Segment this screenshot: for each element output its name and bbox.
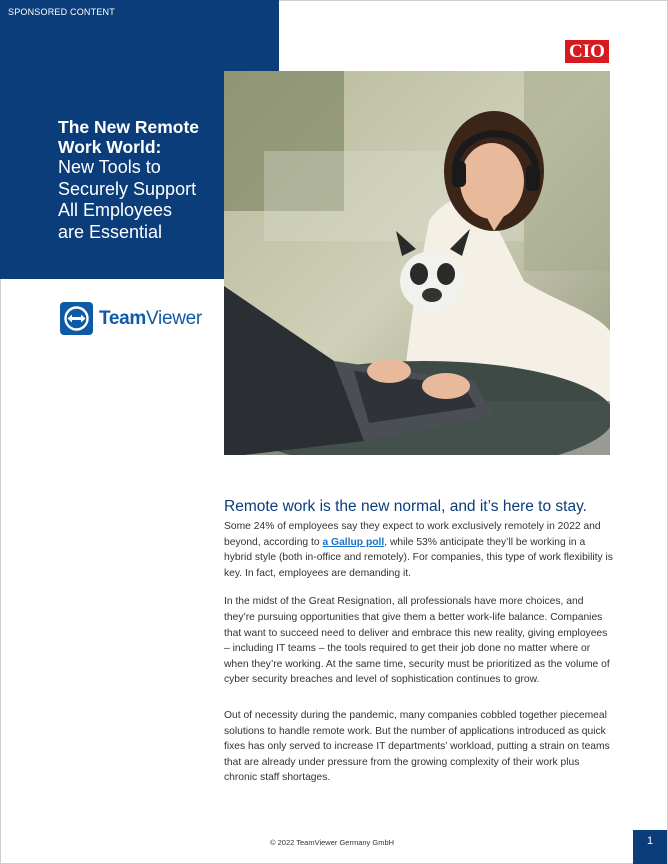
gallup-poll-link[interactable]: a Gallup poll	[322, 536, 385, 548]
headline-bold-line-1: The New Remote	[58, 117, 199, 137]
headline-subtitle-line-2: Securely Support	[58, 178, 197, 199]
paragraph-1-text-a: Some 24% of employees say they expect to work exclusively remotely in 2022 and beyond, according to	[224, 521, 601, 548]
headline-subtitle-line-3: All Employees	[58, 200, 173, 220]
headline-subtitle-line-1: New Tools to	[58, 157, 161, 177]
paragraph-3: Out of necessity during the pandemic, many companies cobbled together piecemeal solutions to handle remote work. But the number of applications introduced as quick fixes has only served to increase IT departments’ workload, putting a strain on teams that are already under pressure from the growing complexity of their work plus chronic staff shortages.	[224, 709, 610, 784]
teamviewer-wordmark	[99, 308, 202, 330]
hero-photo	[224, 71, 610, 455]
teamviewer-icon	[60, 302, 93, 335]
paragraph-1-text-b: , while 53% anticipate they’ll be working in a hybrid style (both in-office and remotely). For companies, this type of work flexibility is key. In fact, employees are demanding it.	[224, 536, 613, 579]
copyright-footer: © 2022 TeamViewer Germany GmbH	[270, 838, 395, 847]
cio-logo: CIO	[565, 40, 609, 63]
headline-subtitle-line-4: are Essential	[58, 221, 163, 242]
sponsored-label: SPONSORED CONTENT	[8, 7, 115, 17]
wordmark-part-1: Team	[99, 307, 147, 329]
paragraph-2: In the midst of the Great Resignation, all professionals have more choices, and they’re pursuing opportunities that give them a better work-life balance. Companies that want to succeed need to deliver and embrace this new reality, giving employees – including IT teams – the tools required to get their job done no matter where or when they’re working. At the same time, security must be prioritized as the volume of cyber security breaches and level of sophistication continues to grow.	[224, 596, 610, 686]
wordmark-part-2: Viewer	[146, 307, 202, 329]
article-body	[224, 497, 614, 799]
teamviewer-logo	[60, 302, 202, 335]
lead-title: Remote work is the new normal, and it’s here to stay.	[224, 498, 587, 515]
paragraph-1	[224, 519, 614, 581]
headline-bold-line-2: Work World:	[58, 137, 162, 157]
page-number: 1	[633, 830, 667, 864]
